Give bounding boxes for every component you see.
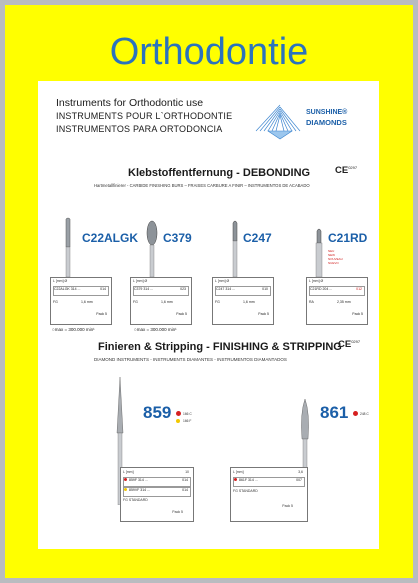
coarse-dot-icon [353, 411, 358, 416]
section2-ce-mark: $CE^{0297}$ [338, 339, 361, 351]
product-code-c379: C379 [163, 231, 192, 245]
bur-c379-icon [145, 219, 159, 277]
card-row: 859F 314 ... 014 [123, 477, 191, 487]
card-row: C21RD 204 ... 012 [309, 286, 365, 296]
product-card-859: L [mm] 10 859F 314 ... 014 859VF 314 ... 014 FG STANDARD Pack 5 [120, 467, 194, 522]
section2-title: Finieren & Stripping - FINISHING & STRIPPING [98, 341, 342, 353]
product-card-c379: L [mm] Ø C379 314 ... 023 FG 1,6 mm Pack 5 [130, 277, 192, 325]
section2-subtitle: DIAMOND INSTRUMENTS - INSTRUMENTS DIAMANTES - INSTRUMENTOS DIAMANTADOS [94, 357, 287, 362]
rpm-note-2: ○max = 300.000 min¹ [134, 327, 177, 332]
new-label-es: NUEVO [328, 261, 339, 265]
page-title: Orthodontie [109, 31, 309, 73]
section1-ce-mark: $CE^{0297}$ [335, 165, 358, 177]
product-code-c247: C247 [243, 231, 272, 245]
new-label-de: NEU [328, 249, 335, 253]
section1-title: Klebstoffentfernung - DEBONDING [128, 167, 311, 179]
product-card-c247: L [mm] Ø C247 314 ... 010 FG 1,6 mm Pack 5 [212, 277, 274, 325]
product-card-861: L [mm] 3,6 861F 314 ... 007 FG STANDARD Pack 5 [230, 467, 308, 522]
logo-text-diamonds: DIAMONDS [306, 118, 347, 127]
logo-text-sunshine: SUNSHINE® [306, 109, 348, 116]
card-row: C247 314 ... 010 [215, 286, 271, 296]
section1-subtitle: Hartmetallfinierer - CARBIDE FINISHING BURS – FRAISES CARBURE A FINIR – INSTRUMENTOS DE ACABADO [94, 183, 310, 188]
dot-label-859-2: 166 F [183, 419, 192, 423]
bur-c21rd-icon [313, 227, 325, 277]
diamond-logo-icon [254, 101, 306, 141]
card-row: 861F 314 ... 007 [233, 477, 305, 487]
dot-label-861-1: 248 C [360, 412, 369, 416]
product-code-859: 859 [143, 403, 172, 422]
header-line-es: INSTRUMENTOS PARA ORTODONCIA [56, 124, 223, 134]
bur-c22algk-icon [62, 217, 74, 277]
card-row: 859VF 314 ... 014 [123, 487, 191, 497]
card-row: C22ALGK 314 ... 014 [53, 286, 109, 296]
product-card-c21rd: L [mm] Ø C21RD 204 ... 012 RA 2,35 mm Pack 5 [306, 277, 368, 325]
new-label-en: NEW [328, 253, 335, 257]
dot-label-859-1: 166 C [183, 412, 192, 416]
header-line-fr: INSTRUMENTS POUR L`ORTHODONTIE [56, 111, 233, 121]
fine-dot-icon [176, 419, 180, 423]
product-code-861: 861 [320, 403, 349, 422]
yellow-background [5, 5, 413, 578]
product-code-c22algk: C22ALGK [82, 231, 139, 245]
new-label-fr: NOUVEAU [328, 257, 343, 261]
coarse-dot-icon [176, 411, 181, 416]
bur-c247-icon [230, 219, 240, 277]
product-code-c21rd: C21RD [328, 231, 368, 245]
header-line-en: Instruments for Orthodontic use [56, 97, 204, 109]
sunshine-diamonds-logo [254, 101, 369, 145]
card-row: C379 314 ... 023 [133, 286, 189, 296]
product-sheet [38, 81, 379, 549]
rpm-note-1: ○max = 300.000 min¹ [52, 327, 95, 332]
product-card-c22algk: L [mm] Ø C22ALGK 314 ... 014 FG 1,6 mm Pack 5 [50, 277, 112, 325]
